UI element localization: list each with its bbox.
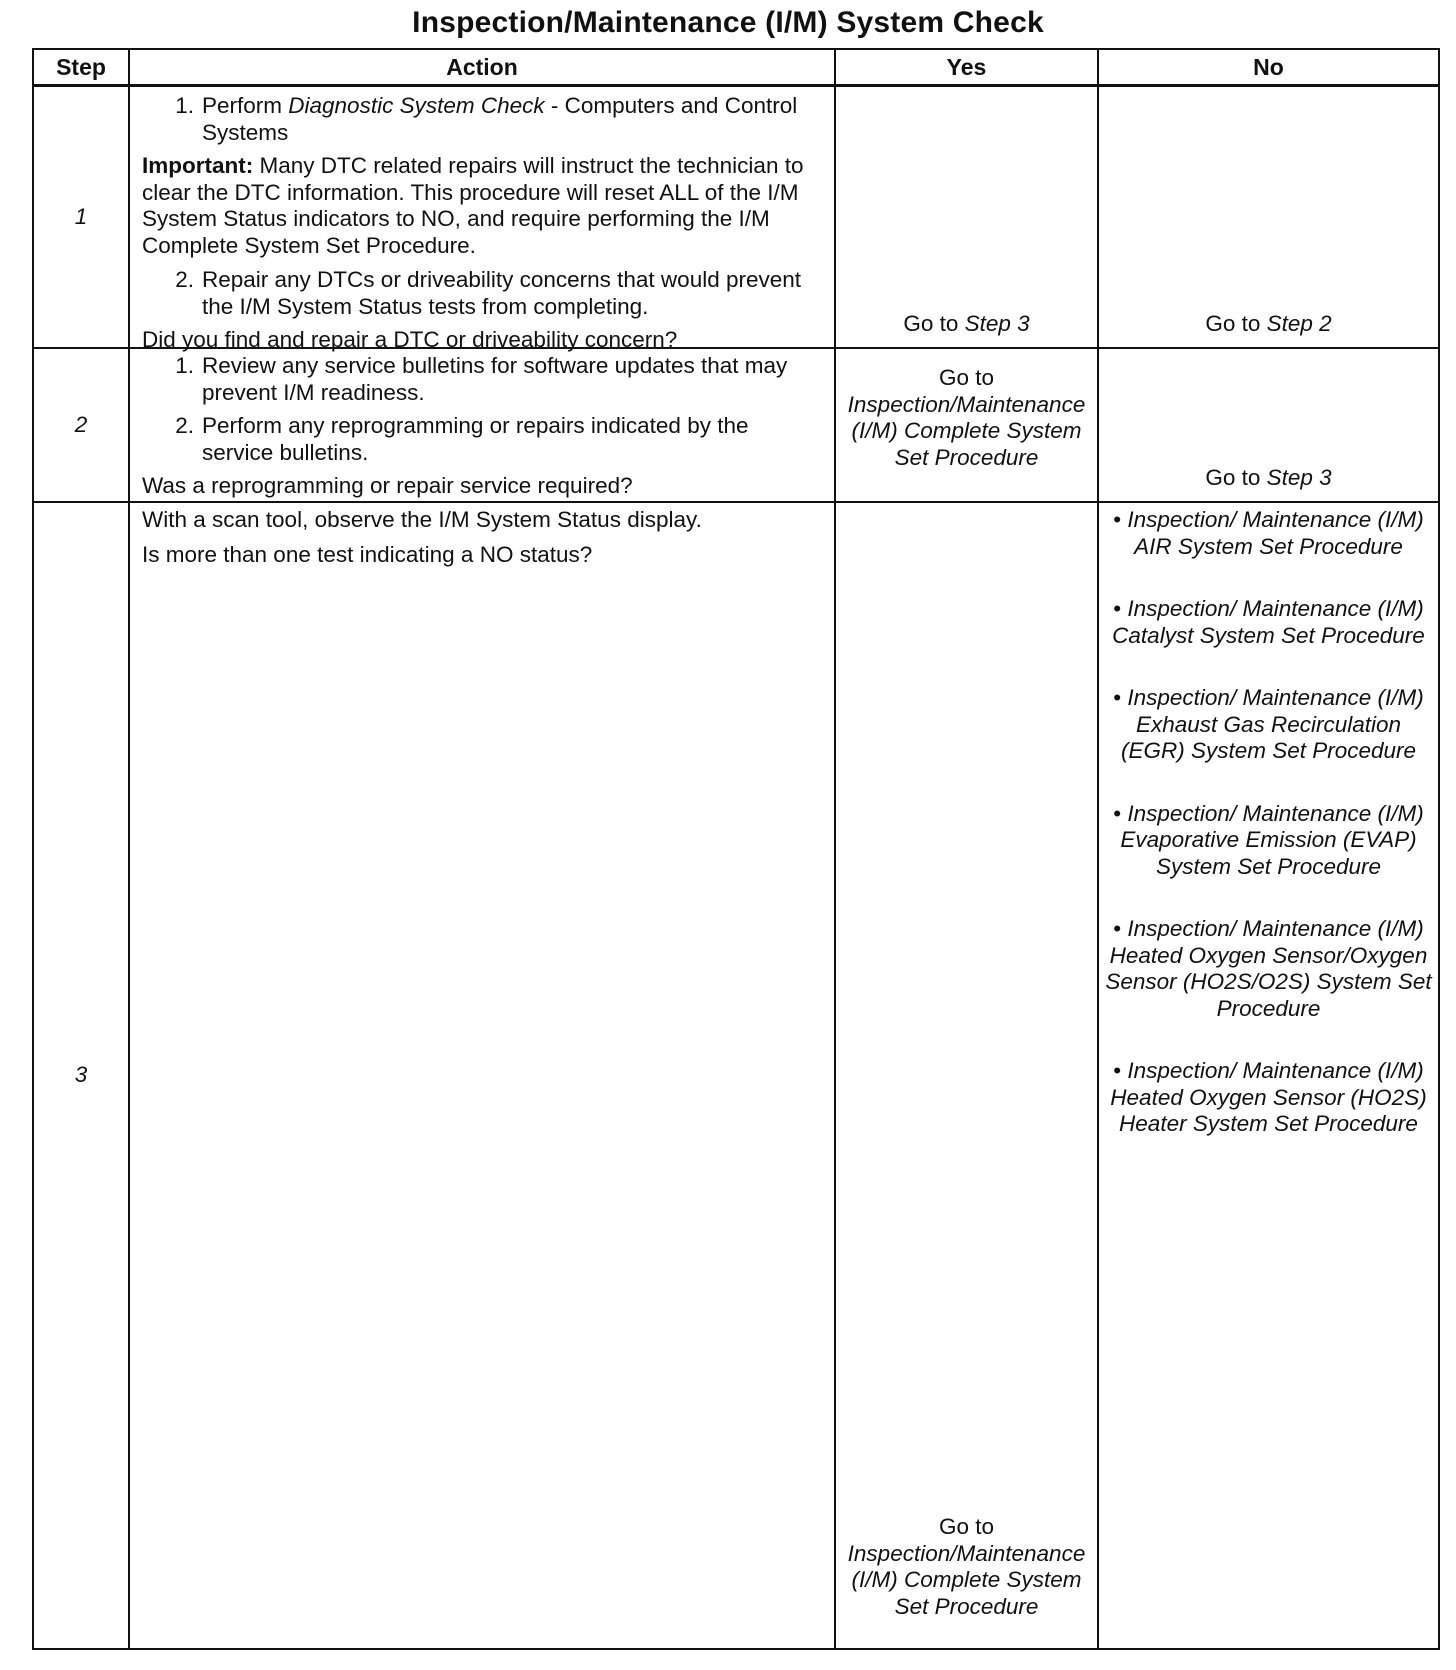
header-no: No [1098, 49, 1439, 86]
action-cell [129, 86, 835, 352]
action-instruction: With a scan tool, observe the I/M System Status display. [142, 507, 702, 532]
no-cell [1098, 86, 1439, 349]
important-label: Important: [142, 153, 254, 178]
important-text: Many DTC related repairs will instruct the technician to clear the DTC information. This procedure will reset ALL of the I/M System Status indicators to NO, and require performing the I/M Complete System Set Procedure. [142, 153, 804, 258]
header-action: Action [129, 49, 835, 86]
air-system-procedure-link[interactable]: • Inspection/ Maintenance (I/M) AIR System Set Procedure [1113, 507, 1424, 559]
no-cell [1098, 502, 1439, 1649]
question: Did you find and repair a DTC or driveability concern? [142, 327, 678, 352]
item-text: - Computers and Control Systems [202, 93, 798, 145]
item-number: 1. [175, 353, 194, 378]
catalyst-system-procedure-link[interactable]: • Inspection/ Maintenance (I/M) Catalyst System Set Procedure [1112, 596, 1425, 648]
step-link[interactable]: Step 3 [964, 310, 1030, 336]
no-goto[interactable] [1099, 465, 1438, 492]
item-number: 2. [175, 413, 194, 438]
goto-text: Go to [938, 1514, 995, 1539]
bullet-icon: • [1113, 916, 1122, 941]
header-row [33, 49, 1439, 86]
step-row-2 [33, 348, 1439, 502]
action-cell [129, 348, 835, 502]
goto-text: Go to [938, 365, 995, 390]
step-row-1 [33, 86, 1439, 349]
no-goto[interactable] [1099, 311, 1438, 338]
action-cell [129, 502, 835, 1649]
goto-text: Go to [1205, 464, 1267, 490]
question: Was a reprogramming or repair service required? [142, 473, 633, 498]
yes-cell [835, 86, 1098, 349]
bullet-icon: • [1113, 507, 1122, 532]
no-cell [1098, 348, 1439, 502]
item-number: 1. [175, 93, 194, 118]
action-item [142, 353, 824, 406]
important-note [142, 153, 824, 259]
step-number: 2 [33, 348, 129, 502]
item-number: 2. [175, 267, 194, 292]
ho2s-o2s-system-procedure-link[interactable]: • Inspection/ Maintenance (I/M) Heated Oxygen Sensor/Oxygen Sensor (HO2S/O2S) System Set Procedure [1105, 916, 1432, 1021]
evap-system-procedure-link[interactable]: • Inspection/ Maintenance (I/M) Evaporative Emission (EVAP) System Set Procedure [1113, 800, 1424, 879]
action-item [142, 267, 824, 320]
yes-cell [835, 502, 1098, 1649]
action-item [142, 413, 824, 466]
item-text: Perform any reprogramming or repairs indicated by the service bulletins. [202, 413, 749, 465]
step-link[interactable]: Step 2 [1266, 310, 1332, 336]
bullet-icon: • [1113, 596, 1122, 621]
bullet-icon: • [1113, 1058, 1122, 1083]
egr-system-procedure-link[interactable]: • Inspection/ Maintenance (I/M) Exhaust Gas Recirculation (EGR) System Set Procedure [1113, 685, 1424, 763]
action-item [142, 93, 824, 146]
yes-goto[interactable] [836, 311, 1097, 338]
complete-system-set-procedure-link[interactable]: Inspection/Maintenance (I/M) Complete System Set Procedure [847, 1540, 1086, 1619]
complete-system-set-procedure-link[interactable]: Inspection/Maintenance (I/M) Complete System Set Procedure [847, 391, 1086, 470]
step-link[interactable]: Step 3 [1266, 464, 1332, 490]
goto-text: Go to [1205, 310, 1267, 336]
step-number: 1 [33, 86, 129, 349]
header-yes: Yes [835, 49, 1098, 86]
step-row-3 [33, 502, 1439, 1649]
item-text: Repair any DTCs or driveability concerns that would prevent the I/M System Status tests from completing. [202, 267, 802, 319]
ho2s-heater-system-procedure-link[interactable]: • Inspection/ Maintenance (I/M) Heated Oxygen Sensor (HO2S) Heater System Set Procedure [1110, 1058, 1427, 1136]
page-title: Inspection/Maintenance (I/M) System Check [412, 6, 1044, 39]
bullet-icon: • [1113, 685, 1122, 710]
question: Is more than one test indicating a NO status? [142, 541, 593, 567]
bullet-icon: • [1113, 800, 1122, 826]
diagnostic-system-check-link[interactable]: Diagnostic System Check [288, 93, 545, 118]
system-check-table [32, 48, 1440, 1650]
yes-goto[interactable] [836, 365, 1097, 471]
header-step: Step [33, 49, 129, 86]
item-text: Review any service bulletins for software updates that may prevent I/M readiness. [202, 353, 788, 405]
yes-goto[interactable] [836, 1514, 1097, 1648]
item-text: Perform [202, 93, 289, 118]
step-number: 3 [33, 502, 129, 1649]
goto-text: Go to [903, 310, 965, 336]
yes-cell [835, 348, 1098, 502]
